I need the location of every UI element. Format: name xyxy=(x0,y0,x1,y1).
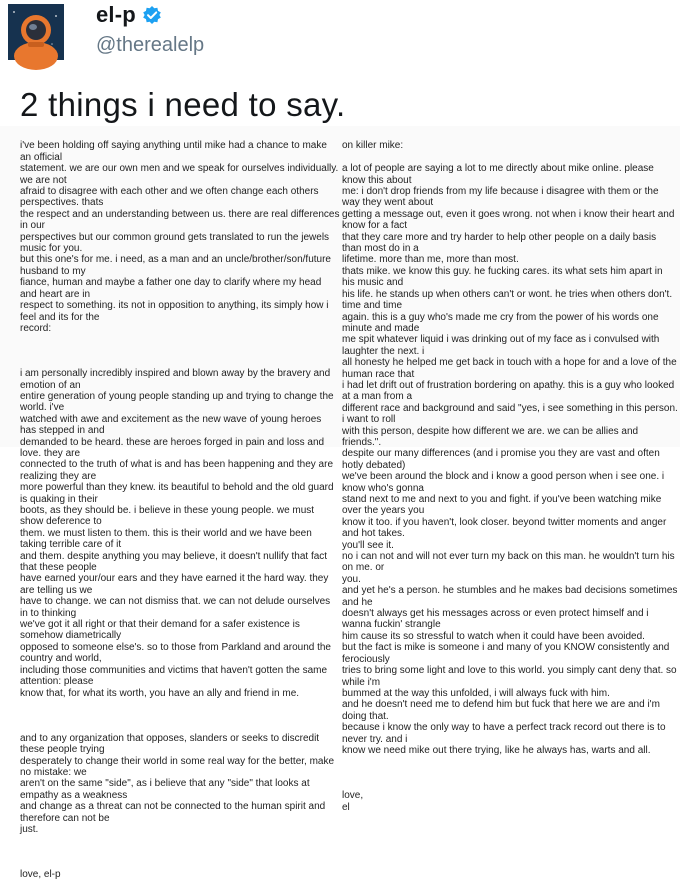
user-handle[interactable]: @therealelp xyxy=(96,34,205,56)
note-heading: on killer mike: xyxy=(342,140,404,152)
note-paragraph: and to any organization that opposes, slanders or seeks to discredit these people trying desperately to change their world in some real way for the better, make no mistake: we aren't on the same "side", as i believe that any "side" that looks at empathy as a weakness and change as a threat can not be connected to the human spirit and therefore can not be just. xyxy=(20,732,335,835)
note-paragraph: a lot of people are saying a lot to me directly about mike online. please know this about me: i don't drop friends from my life because i disagree with them or the way they went about getting a message out, even it goes wrong. not when i know their heart and know for a fact that they care more and try harder to help other people on a daily basis than most do in a lifetime. more than me, more than most. thats mike. we know this guy. he fucking cares. its what sets him apart in his music and his life. he stands up when others can't or wont. he tries when others don't. time and time again. this is a guy who's made me cry from the power of his words one minute and made me spit whatever liquid i was drinking out of my face as i convulsed with laughter the next. i all honesty he helped me get back in touch with a hope for and a love of the human race that i had let drift out of frustration bordering on apathy. this is a guy who looked at a man from a different race and background and said "yes, i see something in this person. i want to roll with this person, despite how different we are. we can be allies and friends.". despite our many differences (and i promise you they are vast and often hotly debated) we've been around the block and i know a good person when i see one. i know who's gonna stand next to me and next to you and fight. if you've been watching mike over the years you know it too. if you haven't, look closer. beyond twitter moments and anger and hot takes. you'll see it. no i can not and will not ever turn my back on this man. he wouldn't turn his on me. or you. and yet he's a person. he stumbles and he makes bad decisions sometimes and he doesn't always get his messages across or even protect himself and i wanna fuckin' strangle him cause its so stressful to watch when it could have been avoided. but the fact is mike is someone i and many of you KNOW consistently and ferociously tries to bring some light and love to this world. you simply cant deny that. so while i'm bummed at the way this unfolded, i will always fuck with him. and he doesn't need me to defend him but fuck that here we are and i'm doing that. because i know the only way to have a perfect track record out there is to never try. and i know we need mike out there trying, like he always has, warts and all. xyxy=(342,163,678,756)
note-left-column xyxy=(20,129,340,892)
tweet-text: 2 things i need to say. xyxy=(20,86,346,123)
note-paragraph: i've been holding off saying anything until mike had a chance to make an official statement. we are our own men and we speak for ourselves individually. we are not afraid to disagree with each other and we often change each others perspectives. thats the respect and an understanding between us. there are real differences in our perspectives but our common ground gets translated to run the jewels music for you. but this one's for me. i need, as a man and an uncle/brother/son/future husband to my fiance, human and maybe a father one day to clarify where my head and heart are in respect to something. its not in opposition to anything, its simply how i feel and its for the record: xyxy=(20,140,340,334)
note-signoff: love, el-p xyxy=(20,869,61,881)
verified-badge-icon xyxy=(142,5,162,25)
note-right-column xyxy=(342,129,678,824)
display-name[interactable] xyxy=(96,2,162,28)
display-name-text: el-p xyxy=(96,2,136,27)
note-paragraph: i am personally incredibly inspired and blown away by the bravery and emotion of an entire generation of young people standing up and trying to change the world. i've watched with awe and excitement as the new wave of young heroes has stepped in and demanded to be heard. these are heroes forged in pain and loss and love. they are connected to the truth of what is and has been happening and they are realizing they are more powerful than they knew. its beautiful to behold and the old guard is quaking in their boots, as they should be. i believe in these young people. we must show deference to them. we must listen to them. this is their world and we have been taking terrible care of it and them. despite anything you may believe, it doesn't nullify that fact that these people have earned your/our ears and they have earned it the hard way. they are telling us we have to change. we can not dismiss that. we can not delude ourselves in to thinking we've got it all right or that their demand for a safer existence is somehow diametrically opposed to someone else's. so to those from Parkland and around the country and world, including those communities and victims that haven't gotten the same attention: please know that, for what its worth, you have an ally and friend in me. xyxy=(20,368,334,699)
avatar[interactable] xyxy=(8,4,64,60)
astronaut-avatar-icon xyxy=(8,4,64,60)
note-signoff: love, el xyxy=(342,790,364,813)
notes-screenshot-image[interactable] xyxy=(0,126,680,881)
